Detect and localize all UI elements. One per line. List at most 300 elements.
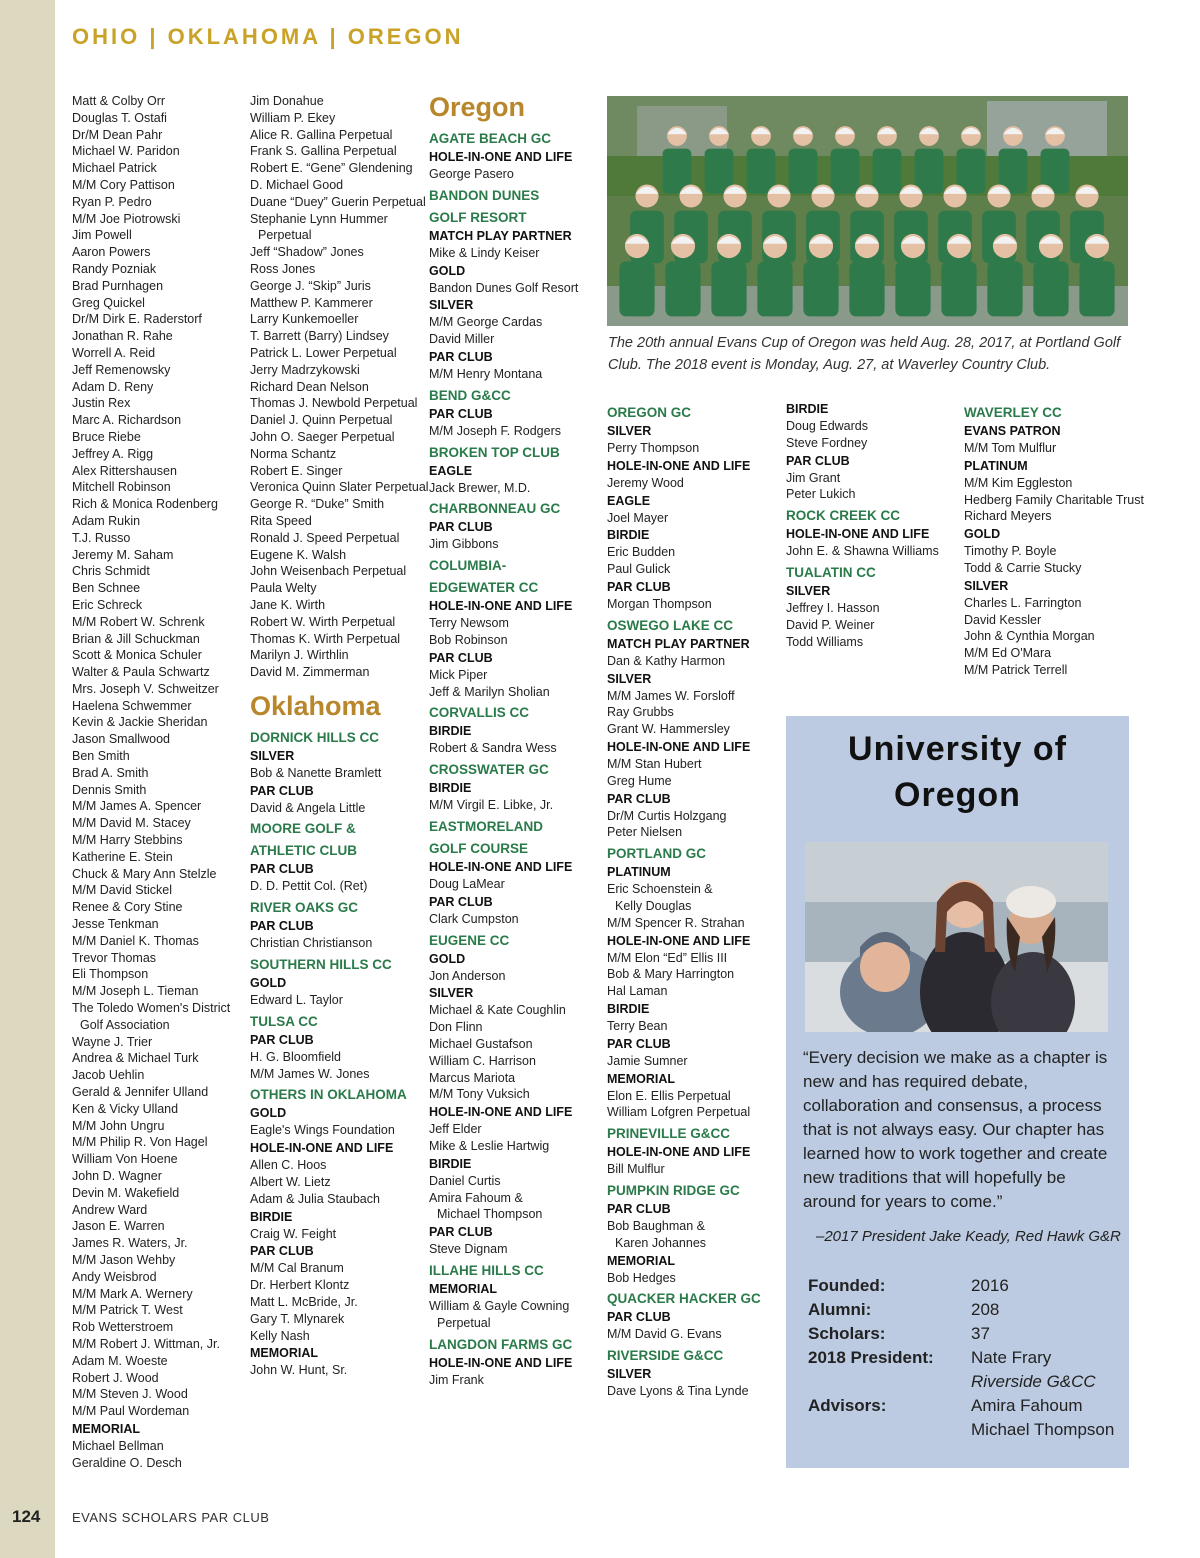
donor-name: Robert & Sandra Wess [429,741,557,756]
donor-name: Elon E. Ellis Perpetual [607,1088,731,1103]
donor-name: Larry Kunkemoeller [250,312,359,327]
donor-name: Chuck & Mary Ann Stelzle [72,866,217,881]
giving-level: PLATINUM [607,865,671,880]
giving-level: PAR CLUB [250,783,314,798]
donor-name: M/M Tom Mulflur [964,441,1057,455]
donor-name: Ryan P. Pedro [72,194,152,209]
oregon-column-4 [964,400,1144,679]
donor-name: Jeff “Shadow” Jones [250,245,364,260]
giving-level: GOLD [964,527,1001,542]
donor-name: M/M Daniel K. Thomas [72,933,199,948]
donor-name: M/M Tony Vuksich [429,1087,530,1102]
donor-name: Ken & Vicky Ulland [72,1101,179,1116]
donor-name: Kevin & Jackie Sheridan [72,715,208,730]
club-name: CORVALLIS CC [429,705,530,721]
fact-label: Founded: [808,1276,886,1295]
donor-name: Renee & Cory Stine [72,900,183,915]
donor-name: M/M Virgil E. Libke, Jr. [429,798,554,813]
donor-name: T. Barrett (Barry) Lindsey [250,329,389,344]
fact-label: Advisors: [808,1396,887,1415]
donor-name: John O. Saeger Perpetual [250,429,395,444]
club-name: EUGENE CC [429,932,510,948]
giving-level: PAR CLUB [429,650,493,665]
club-name: SOUTHERN HILLS CC [250,957,392,973]
donor-name: M/M James W. Forsloff [607,688,735,703]
club-name: PRINEVILLE G&CC [607,1126,731,1142]
fact-value: 2016 [971,1276,1009,1295]
giving-level: GOLD [250,976,287,991]
donor-name: Brian & Jill Schuckman [72,631,200,646]
donor-name: William P. Ekey [250,110,336,125]
club-name: TUALATIN CC [786,564,876,580]
donor-name: Michael Patrick [72,161,157,176]
donor-name: M/M Joseph F. Rodgers [429,423,561,438]
giving-level: MEMORIAL [250,1346,319,1361]
donor-name: Eric Schreck [72,597,143,612]
club-name: CROSSWATER GC [429,762,549,778]
donor-name: Rob Wetterstroem [72,1320,174,1335]
donor-name: M/M Patrick Terrell [964,662,1068,677]
giving-level: BIRDIE [607,1001,650,1016]
donor-name: John W. Hunt, Sr. [250,1363,348,1378]
giving-level: SILVER [607,1367,652,1382]
donor-name: M/M Cory Pattison [72,177,175,192]
fact-value: Nate Frary [971,1348,1052,1367]
giving-level: MEMORIAL [72,1421,141,1436]
club-name: GOLF RESORT [429,209,527,225]
donor-name: Clark Cumpston [429,911,519,926]
donor-name: Bruce Riebe [72,429,141,444]
donor-name: Don Flinn [429,1020,483,1035]
donor-name: Terry Bean [607,1018,668,1033]
fact-label: 2018 President: [808,1348,934,1367]
donor-name: Devin M. Wakefield [72,1185,180,1200]
giving-level: PAR CLUB [607,1310,671,1325]
donor-name: Steve Fordney [786,435,868,450]
donor-name: Worrell A. Reid [72,345,156,360]
giving-level: BIRDIE [250,1209,293,1224]
donor-name: M/M Robert W. Schrenk [72,614,205,629]
donor-name: Bill Mulflur [607,1162,665,1177]
donor-name: Matthew P. Kammerer [250,295,373,310]
donor-name: Joel Mayer [607,510,669,525]
giving-level: HOLE-IN-ONE AND LIFE [607,458,751,473]
donor-name: M/M Paul Wordeman [72,1404,190,1419]
fact-value: Michael Thompson [971,1420,1115,1439]
donor-name: John & Cynthia Morgan [964,629,1095,644]
donor-name: Eric Schoenstein & [607,882,713,897]
university-title [786,726,1129,818]
donor-name: Ben Smith [72,749,130,764]
donor-name: M/M George Cardas [429,315,543,330]
donor-name: Greg Quickel [72,295,145,310]
donor-name: Michael W. Paridon [72,144,180,159]
donor-name: Jeff & Marilyn Sholian [429,684,550,699]
donor-name: Veronica Quinn Slater Perpetual [250,480,429,495]
donor-name: Mrs. Joseph V. Schweitzer [72,681,219,696]
donor-name: Rita Speed [250,513,312,528]
donor-name: Ross Jones [250,261,316,276]
donor-name: George R. “Duke” Smith [250,497,385,512]
donor-name: John E. & Shawna Williams [786,544,939,559]
fact-label: Scholars: [808,1324,886,1343]
donor-name: M/M Elon “Ed” Ellis III [607,950,728,965]
club-name: BROKEN TOP CLUB [429,444,560,460]
donor-name: M/M Stan Hubert [607,756,702,771]
donor-name: Daniel Curtis [429,1173,501,1188]
club-name: EASTMORELAND [429,818,543,834]
giving-level: MATCH PLAY PARTNER [607,636,750,651]
donor-name: Christian Christianson [250,936,373,951]
donor-name: Ray Grubbs [607,705,674,720]
donor-name: M/M John Ungru [72,1118,165,1133]
donor-name: Paula Welty [250,581,317,596]
donor-name: Scott & Monica Schuler [72,648,202,663]
donor-name: Norma Schantz [250,446,337,461]
donor-name: Katherine E. Stein [72,849,173,864]
donor-name: Dennis Smith [72,782,147,797]
giving-level: HOLE-IN-ONE AND LIFE [429,599,573,614]
oregon-column-1 [429,90,604,1388]
giving-level: BIRDIE [429,781,472,796]
giving-level: EAGLE [607,493,651,508]
donor-name: Golf Association [80,1017,170,1032]
donor-name: Andrew Ward [72,1202,148,1217]
donor-name: Allen C. Hoos [250,1158,327,1173]
evans-cup-group-photo [607,96,1128,326]
donor-name: Rich & Monica Rodenberg [72,497,218,512]
donor-name: Doug Edwards [786,419,868,433]
students-photo [805,842,1108,1032]
donor-name: M/M David Stickel [72,883,173,898]
giving-level: PAR CLUB [607,1201,671,1216]
donor-name: Thomas J. Newbold Perpetual [250,396,418,411]
donor-name: David Kessler [964,612,1042,627]
giving-level: SILVER [607,424,652,438]
donor-name: Alex Rittershausen [72,463,177,478]
giving-level: PAR CLUB [607,1036,671,1051]
state-heading-oregon: Oregon [429,92,526,122]
donor-name: David Miller [429,332,495,347]
club-name: COLUMBIA- [429,558,507,574]
donor-name: Jacob Uehlin [72,1068,145,1083]
club-name: GOLF COURSE [429,840,529,856]
giving-level: PAR CLUB [429,406,493,421]
giving-level: HOLE-IN-ONE AND LIFE [429,1105,573,1120]
donor-name: Jon Anderson [429,968,506,983]
donor-name: Mike & Lindy Keiser [429,245,540,260]
donor-name: T.J. Russo [72,530,131,545]
donor-name: Adam & Julia Staubach [250,1191,380,1206]
donor-name: M/M Ed O'Mara [964,646,1052,661]
giving-level: PAR CLUB [786,453,850,468]
donor-name: Adam M. Woeste [72,1353,168,1368]
giving-level: SILVER [786,583,831,598]
donor-name: Robert W. Wirth Perpetual [250,614,396,629]
donor-name: Andy Weisbrod [72,1269,157,1284]
club-name: PUMPKIN RIDGE GC [607,1182,740,1198]
donor-name: John Weisenbach Perpetual [250,564,407,579]
giving-level: BIRDIE [607,528,650,543]
donor-name: William C. Harrison [429,1053,536,1068]
giving-level: MEMORIAL [607,1071,676,1086]
donor-name: George Pasero [429,167,514,181]
donor-name: M/M Joe Piotrowski [72,211,181,226]
giving-level: PAR CLUB [250,1244,314,1259]
club-name: CHARBONNEAU GC [429,501,561,517]
giving-level: BIRDIE [786,402,829,416]
donor-name: Paul Gulick [607,562,671,577]
donor-name: Hedberg Family Charitable Trust [964,492,1144,507]
donor-name: Stephanie Lynn Hummer [250,211,388,226]
donor-name: M/M Cal Branum [250,1261,344,1276]
donor-name: George J. “Skip” Juris [250,278,371,293]
club-name: BANDON DUNES [429,187,540,203]
donor-name: Bob Baughman & [607,1218,705,1233]
donor-name: Michael Bellman [72,1438,164,1453]
donor-name: Mitchell Robinson [72,480,171,495]
donor-name: M/M James A. Spencer [72,799,202,814]
giving-level: EAGLE [429,463,473,478]
donor-name: Haelena Schwemmer [72,698,192,713]
university-title-line-1: University of [848,730,1067,768]
donor-name: Robert E. “Gene” Glendening [250,161,413,176]
donor-name: Craig W. Feight [250,1226,337,1241]
donor-name: Jeremy M. Saham [72,547,174,562]
club-name: WAVERLEY CC [964,405,1062,420]
donor-name: M/M David M. Stacey [72,816,191,831]
students-photo-illustration [805,842,1108,1032]
donor-name: M/M Robert J. Wittman, Jr. [72,1336,220,1351]
donor-name: Dave Lyons & Tina Lynde [607,1384,749,1399]
donor-name: Wayne J. Trier [72,1034,153,1049]
giving-level: MEMORIAL [429,1281,498,1296]
donor-name: H. G. Bloomfield [250,1049,342,1064]
donor-name: Jim Grant [786,470,841,485]
donor-name: Dr/M Curtis Holzgang [607,808,727,823]
donor-name: Timothy P. Boyle [964,544,1057,559]
donor-name: Todd & Carrie Stucky [964,560,1082,575]
donor-name: Jim Gibbons [429,537,499,552]
page-sidebar-strip [0,0,55,1558]
donor-name: William Lofgren Perpetual [607,1105,751,1120]
donor-name: Adam Rukin [72,513,141,528]
giving-level: PAR CLUB [250,862,314,877]
donor-name: Perpetual [437,1315,491,1330]
donor-name: Jim Donahue [250,94,324,108]
donor-name: Perry Thompson [607,441,700,455]
donor-name: Doug LaMear [429,876,505,891]
donor-name: Albert W. Lietz [250,1175,331,1190]
giving-level: HOLE-IN-ONE AND LIFE [786,527,930,542]
donor-name: Aaron Powers [72,245,151,260]
giving-level: HOLE-IN-ONE AND LIFE [429,859,573,874]
donor-name: Matt & Colby Orr [72,94,166,108]
giving-level: HOLE-IN-ONE AND LIFE [250,1141,394,1156]
donor-name: Douglas T. Ostafi [72,110,167,125]
footer-title: EVANS SCHOLARS PAR CLUB [72,1510,270,1525]
donor-name: Walter & Paula Schwartz [72,665,210,680]
donor-name: Jason E. Warren [72,1219,165,1234]
club-name: EDGEWATER CC [429,580,539,596]
giving-level: SILVER [964,578,1009,593]
giving-level: SILVER [429,298,474,313]
club-name: TULSA CC [250,1013,318,1029]
donor-name: Bob Robinson [429,632,508,647]
donor-name: Richard Meyers [964,509,1052,524]
donor-name: Mick Piper [429,667,488,682]
giving-level: GOLD [429,951,466,966]
donor-name: Edward L. Taylor [250,993,343,1008]
donor-name: M/M James W. Jones [250,1066,370,1081]
donor-name: M/M David G. Evans [607,1327,722,1342]
donor-name: William Von Hoene [72,1152,178,1167]
donor-name: Alice R. Gallina Perpetual [250,127,393,142]
fact-value: 37 [971,1324,990,1343]
donor-name: Michael & Kate Coughlin [429,1003,566,1018]
donor-name: Richard Dean Nelson [250,379,369,394]
giving-level: PLATINUM [964,458,1028,473]
club-name: OSWEGO LAKE CC [607,617,734,633]
club-name: OTHERS IN OKLAHOMA [250,1087,407,1103]
donor-name: Frank S. Gallina Perpetual [250,144,397,159]
club-name: MOORE GOLF & [250,821,356,837]
giving-level: HOLE-IN-ONE AND LIFE [429,150,573,164]
donor-name: D. Michael Good [250,177,344,192]
giving-level: BIRDIE [429,724,472,739]
fact-value: Riverside G&CC [971,1372,1096,1391]
giving-level: PAR CLUB [607,579,671,594]
donor-name: Karen Johannes [615,1235,707,1250]
donor-name: Kelly Douglas [615,898,692,913]
donor-name: Bob Hedges [607,1270,676,1285]
donor-name: Robert E. Singer [250,463,343,478]
page-number: 124 [12,1507,41,1526]
donor-name: Charles L. Farrington [964,595,1082,610]
donor-name: Dr/M Dirk E. Raderstorf [72,312,202,327]
donor-name: M/M Steven J. Wood [72,1387,188,1402]
giving-level: GOLD [250,1106,287,1121]
donor-name: Patrick L. Lower Perpetual [250,345,397,360]
donor-name: Eric Budden [607,545,676,560]
club-name: ATHLETIC CLUB [250,843,357,859]
university-of-oregon-box [786,716,1129,1468]
donor-name: Todd Williams [786,634,864,649]
donor-name: M/M Mark A. Wernery [72,1286,193,1301]
donor-name: Perpetual [258,228,312,243]
donor-name: Jeffrey I. Hasson [786,600,880,615]
donor-name: Bob & Nanette Bramlett [250,765,382,780]
donor-name: Jamie Sumner [607,1053,688,1068]
donor-name: Duane “Duey” Guerin Perpetual [250,194,426,209]
donor-name: Brad Purnhagen [72,278,164,293]
club-name: AGATE BEACH GC [429,131,552,146]
donor-name: Jason Smallwood [72,732,170,747]
donor-name: D. D. Pettit Col. (Ret) [250,879,368,894]
university-title-line-2: Oregon [894,776,1021,814]
oregon-column-2 [607,400,782,1400]
giving-level: BIRDIE [429,1156,472,1171]
donor-name: Jonathan R. Rahe [72,329,173,344]
donor-name: Ben Schnee [72,581,141,596]
donor-name: Dan & Kathy Harmon [607,653,726,668]
donor-name: Eugene K. Walsh [250,547,347,562]
donor-name: Trevor Thomas [72,950,157,965]
donor-name: David & Angela Little [250,800,366,815]
donor-name: M/M Patrick T. West [72,1303,183,1318]
donor-name: Hal Laman [607,984,668,999]
donor-name: Grant W. Hammersley [607,722,730,737]
donor-name: M/M Philip R. Von Hagel [72,1135,208,1150]
donor-name: Bob & Mary Harrington [607,967,735,982]
club-name: RIVERSIDE G&CC [607,1348,724,1364]
giving-level: PAR CLUB [429,349,493,364]
giving-level: EVANS PATRON [964,424,1061,438]
club-name: OREGON GC [607,405,692,420]
donor-name: Steve Dignam [429,1242,508,1257]
club-name: BEND G&CC [429,387,511,403]
donor-name: Gerald & Jennifer Ulland [72,1085,209,1100]
donor-name: Kelly Nash [250,1328,310,1343]
giving-level: GOLD [429,263,466,278]
giving-level: SILVER [429,986,474,1001]
fact-label: Alumni: [808,1300,872,1319]
donor-name: Jane K. Wirth [250,597,326,612]
state-heading-oklahoma: Oklahoma [250,690,381,721]
donor-name: Justin Rex [72,396,131,411]
donor-name: Bandon Dunes Golf Resort [429,280,579,295]
donor-name: James R. Waters, Jr. [72,1236,188,1251]
quote-attribution: –2017 President Jake Keady, Red Hawk G&R [816,1228,1121,1245]
donor-name: Dr/M Dean Pahr [72,127,163,142]
giving-level: MEMORIAL [607,1253,676,1268]
donor-name: Jack Brewer, M.D. [429,480,531,495]
giving-level: PAR CLUB [250,919,314,934]
giving-level: HOLE-IN-ONE AND LIFE [607,1145,751,1160]
donor-name: Morgan Thompson [607,596,712,611]
donor-name: Jeffrey A. Rigg [72,446,154,461]
donor-name: Gary T. Mlynarek [250,1311,345,1326]
donor-name: M/M Joseph L. Tieman [72,984,199,999]
donor-name: Eli Thompson [72,967,149,982]
donor-name: Robert J. Wood [72,1370,159,1385]
donor-name: Ronald J. Speed Perpetual [250,530,400,545]
oregon-column-3 [786,400,961,650]
donor-name: David M. Zimmerman [250,665,370,680]
donor-name: David P. Weiner [786,617,875,632]
donor-name: Jerry Madrzykowski [250,362,360,377]
donor-name: Adam D. Reny [72,379,154,394]
giving-level: HOLE-IN-ONE AND LIFE [607,933,751,948]
donor-name: Peter Lukich [786,487,856,502]
giving-level: HOLE-IN-ONE AND LIFE [429,1355,573,1370]
donor-name: John D. Wagner [72,1169,162,1183]
donor-name: M/M Jason Wehby [72,1252,176,1267]
donor-name: M/M Harry Stebbins [72,833,183,848]
club-name: DORNICK HILLS CC [250,729,379,745]
giving-level: SILVER [607,671,652,686]
donor-name: Michael Thompson [437,1207,543,1222]
donor-name: Daniel J. Quinn Perpetual [250,413,393,428]
giving-level: PAR CLUB [607,791,671,806]
donor-name: M/M Kim Eggleston [964,475,1073,490]
donor-name: Jim Powell [72,228,132,243]
club-name: ILLAHE HILLS CC [429,1262,544,1278]
giving-level: SILVER [250,748,295,763]
donor-name: M/M Henry Montana [429,366,543,381]
donor-name: Amira Fahoum & [429,1190,523,1205]
fact-value: Amira Fahoum [971,1396,1083,1415]
